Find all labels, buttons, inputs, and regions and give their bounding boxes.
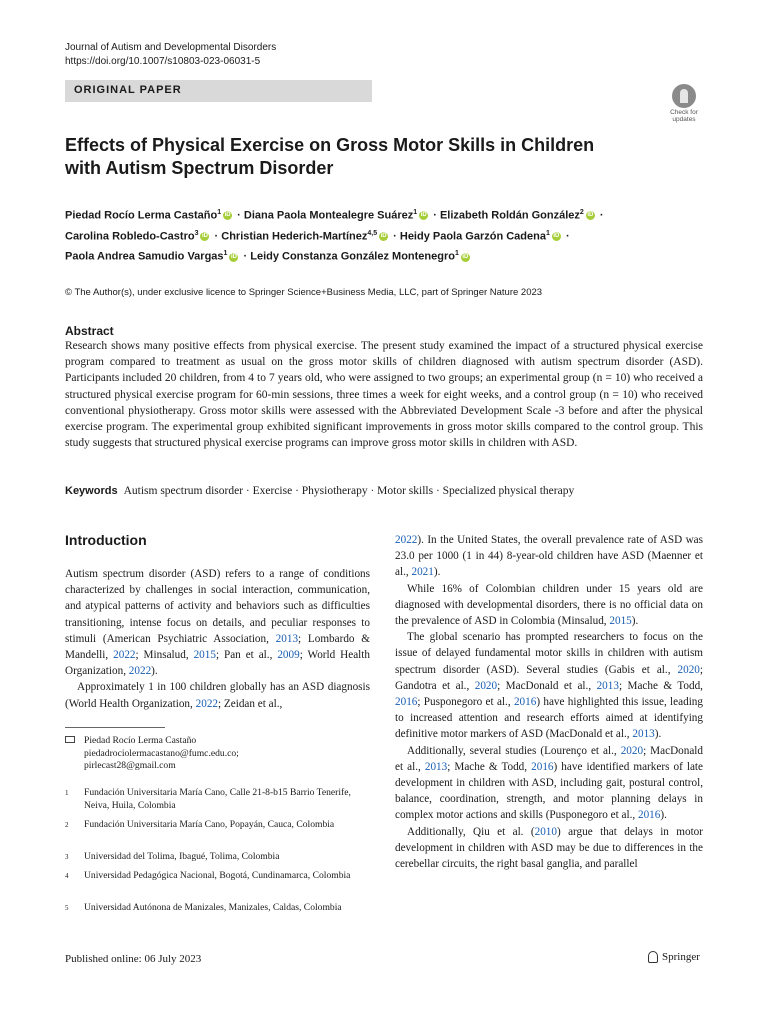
journal-name: Journal of Autism and Developmental Disorders	[65, 42, 277, 53]
keywords	[65, 485, 574, 497]
footnote-divider	[65, 727, 165, 728]
copyright-notice: © The Author(s), under exclusive licence to Springer Science+Business Media, LLC, part of Springer Nature 2023	[65, 287, 543, 298]
paragraph: Approximately 1 in 100 children globally has an ASD diagnosis (World Health Organization, 2022; Zeidan et al.,	[65, 681, 370, 710]
citation-link[interactable]: 2010	[534, 825, 557, 838]
orcid-icon[interactable]: iD	[201, 232, 208, 239]
check-for-updates-badge[interactable]: Check for updates	[664, 84, 704, 124]
orcid-icon[interactable]: iD	[420, 212, 427, 219]
citation-link[interactable]: 2022	[395, 534, 418, 546]
affiliation: 2 Fundación Universitaria María Cano, Popayán, Cauca, Colombia	[65, 819, 335, 830]
paragraph: Autism spectrum disorder (ASD) refers to a range of conditions characterized by challenges in social interaction, communication, and atypical patterns of activity and behaviors such as difficulties transitioning, intense focus on details, and peculiar responses to stimuli (American Psychiatric Association, 2013; Lombardo & Mandelli, 2022; Minsalud, 2015; Pan et al., 2009; World Health Organization, 2022).	[65, 568, 370, 678]
citation-link[interactable]: 2015	[609, 615, 632, 628]
citation-link[interactable]: 2016	[513, 696, 537, 709]
section-band	[65, 80, 372, 102]
author-name[interactable]: Paola Andrea Samudio Vargas	[65, 250, 224, 263]
author-name[interactable]: Diana Paola Montealegre Suárez	[243, 209, 414, 222]
citation-link[interactable]: 2020	[620, 744, 644, 757]
envelope-icon	[65, 736, 75, 743]
corresponding-author: Piedad Rocío Lerma Castaño piedadrociolermacastano@fumc.edu.co; pirlecast28@gmail.com	[65, 735, 370, 773]
publisher-logo: Springer	[648, 951, 700, 963]
author-name[interactable]: Carolina Robledo-Castro	[65, 230, 195, 243]
citation-link[interactable]: 2020	[677, 663, 700, 676]
affiliation: 1 Fundación Universitaria María Cano, Calle 21-8-b15 Barrio Tenerife, Neiva, Huila, Colombia	[65, 787, 351, 811]
springer-horse-icon	[648, 951, 658, 963]
author-name[interactable]: Heidy Paola Garzón Cadena	[399, 230, 546, 243]
published-date: Published online: 06 July 2023	[65, 953, 202, 965]
author-name[interactable]: Piedad Rocío Lerma Castaño	[65, 209, 218, 222]
author-name[interactable]: Leidy Constanza González Montenegro	[250, 250, 455, 263]
email-link[interactable]: pirlecast28@gmail.com	[84, 760, 176, 771]
citation-link[interactable]: 2013	[275, 632, 299, 645]
orcid-icon[interactable]: iD	[587, 212, 594, 219]
doi-link[interactable]: https://doi.org/10.1007/s10803-023-06031-5	[65, 56, 261, 67]
citation-link[interactable]: 2016	[395, 696, 418, 709]
paragraph: The global scenario has prompted researchers to focus on the issue of delayed fundamental motor skills in children with autism spectrum disorder (ASD). Several studies (Gabis et al., 2020; Gandotra et al., 2020; MacDonald et al., 2013; Mache & Todd, 2016; Pusponegoro et al., 2016) have highlighted this issue, leading to increased attention and research efforts aimed at identifying definitive motor markers of ASD (MacDonald et al., 2013).	[395, 631, 703, 741]
orcid-icon[interactable]: iD	[553, 232, 560, 239]
citation-link[interactable]: 2013	[632, 728, 655, 741]
affiliation: 4 Universidad Pedagógica Nacional, Bogotá, Cundinamarca, Colombia	[65, 870, 351, 881]
keywords-value: Autism spectrum disorder · Exercise · Physiotherapy · Motor skills · Specialized physical therapy	[123, 485, 575, 497]
author-list: Piedad Rocío Lerma Castaño$^1$ iD · Diana Paola Montealegre Suárez$^1$ iD · Elizabeth Roldán González$^2$ iD · Carolina Robledo-Castro$^3$ iD · Christian Hederich-Martínez$^{4,5}$ iD · Heidy Paola Garzón Cadena$^1$ iD · Paola Andrea Samudio Vargas$^1$ iD · Leidy Constanza González Montenegro$^1$ iD	[65, 209, 604, 263]
citation-link[interactable]: 2013	[424, 760, 448, 773]
orcid-icon[interactable]: iD	[380, 232, 387, 239]
journal-header	[65, 41, 276, 69]
citation-link[interactable]: 2015	[193, 649, 216, 662]
paragraph: Additionally, several studies (Lourenço et al., 2020; MacDonald et al., 2013; Mache & Todd, 2016) have identified markers of late development in children with ASD, including gait, postural control, balance, coordination, strength, and motor planning delays in complex motor actions and skills (Pusponegoro et al., 2016).	[395, 744, 703, 822]
abstract-body: Research shows many positive effects from physical exercise. The present study examined the impact of a structured physical exercise program compared to treatment as usual on the gross motor skills of children diagnosed with autism spectrum disorder (ASD). Participants included 20 children, from 4 to 7 years old, who were assigned to two groups; an experimental group (n = 10) who received a structured physical exercise program for 60-min sessions, three times a week for eight weeks, and a control group (n = 10) who received conventional physiotherapy. Gross motor skills were assessed with the Abbreviated Development Scale -3 before and after the physical exercise program. The experimental group exhibited significant improvements in gross motor skills compared to the control group. This study suggests that structured physical exercise programs can improve gross motor skills in children with ASD.	[65, 340, 703, 450]
keywords-label: Keywords	[65, 485, 118, 497]
orcid-icon[interactable]: iD	[230, 253, 237, 260]
section-label: ORIGINAL PAPER	[74, 84, 182, 96]
affiliation: 5 Universidad Autónona de Manizales, Manizales, Caldas, Colombia	[65, 902, 342, 913]
abstract-heading: Abstract	[65, 324, 114, 338]
citation-link[interactable]: 2016	[531, 760, 554, 773]
orcid-icon[interactable]: iD	[224, 212, 231, 219]
column-right	[395, 532, 703, 872]
citation-link[interactable]: 2016	[637, 809, 661, 822]
affiliation: 3 Universidad del Tolima, Ibagué, Tolima, Colombia	[65, 851, 280, 862]
column-left	[65, 566, 370, 712]
citation-link[interactable]: 2022	[113, 649, 136, 662]
citation-link[interactable]: 2009	[277, 649, 300, 662]
orcid-icon[interactable]: iD	[462, 253, 469, 260]
introduction-heading: Introduction	[65, 532, 147, 548]
citation-link[interactable]: 2021	[411, 566, 434, 579]
author-name[interactable]: Christian Hederich-Martínez	[221, 230, 368, 243]
email-link[interactable]: piedadrociolermacastano@fumc.edu.co;	[84, 747, 239, 759]
citation-link[interactable]: 2020	[474, 679, 498, 692]
paper-title: Effects of Physical Exercise on Gross Motor Skills in Children with Autism Spectrum Disorder	[65, 135, 595, 178]
citation-link[interactable]: 2013	[596, 679, 619, 692]
citation-link[interactable]: 2022	[195, 697, 218, 710]
paragraph: Additionally, Qiu et al. (2010) argue that delays in motor development in children with ASD may be due to differences in the cerebellar circuits, the right basal ganglia, and parallel	[395, 825, 704, 871]
author-name[interactable]: Elizabeth Roldán González	[439, 209, 580, 222]
paragraph: While 16% of Colombian children under 15 years old are diagnosed with developmental disorders, there is no official data on the prevalence of ASD in Colombia (Minsalud, 2015).	[395, 582, 703, 628]
citation-link[interactable]: 2022	[128, 665, 152, 678]
bookmark-icon	[672, 84, 696, 108]
paragraph: 2022). In the United States, the overall prevalence rate of ASD was 23.0 per 1000 (1 in 44) 8-year-old children have ASD (Maenner et al., 2021).	[395, 534, 703, 579]
